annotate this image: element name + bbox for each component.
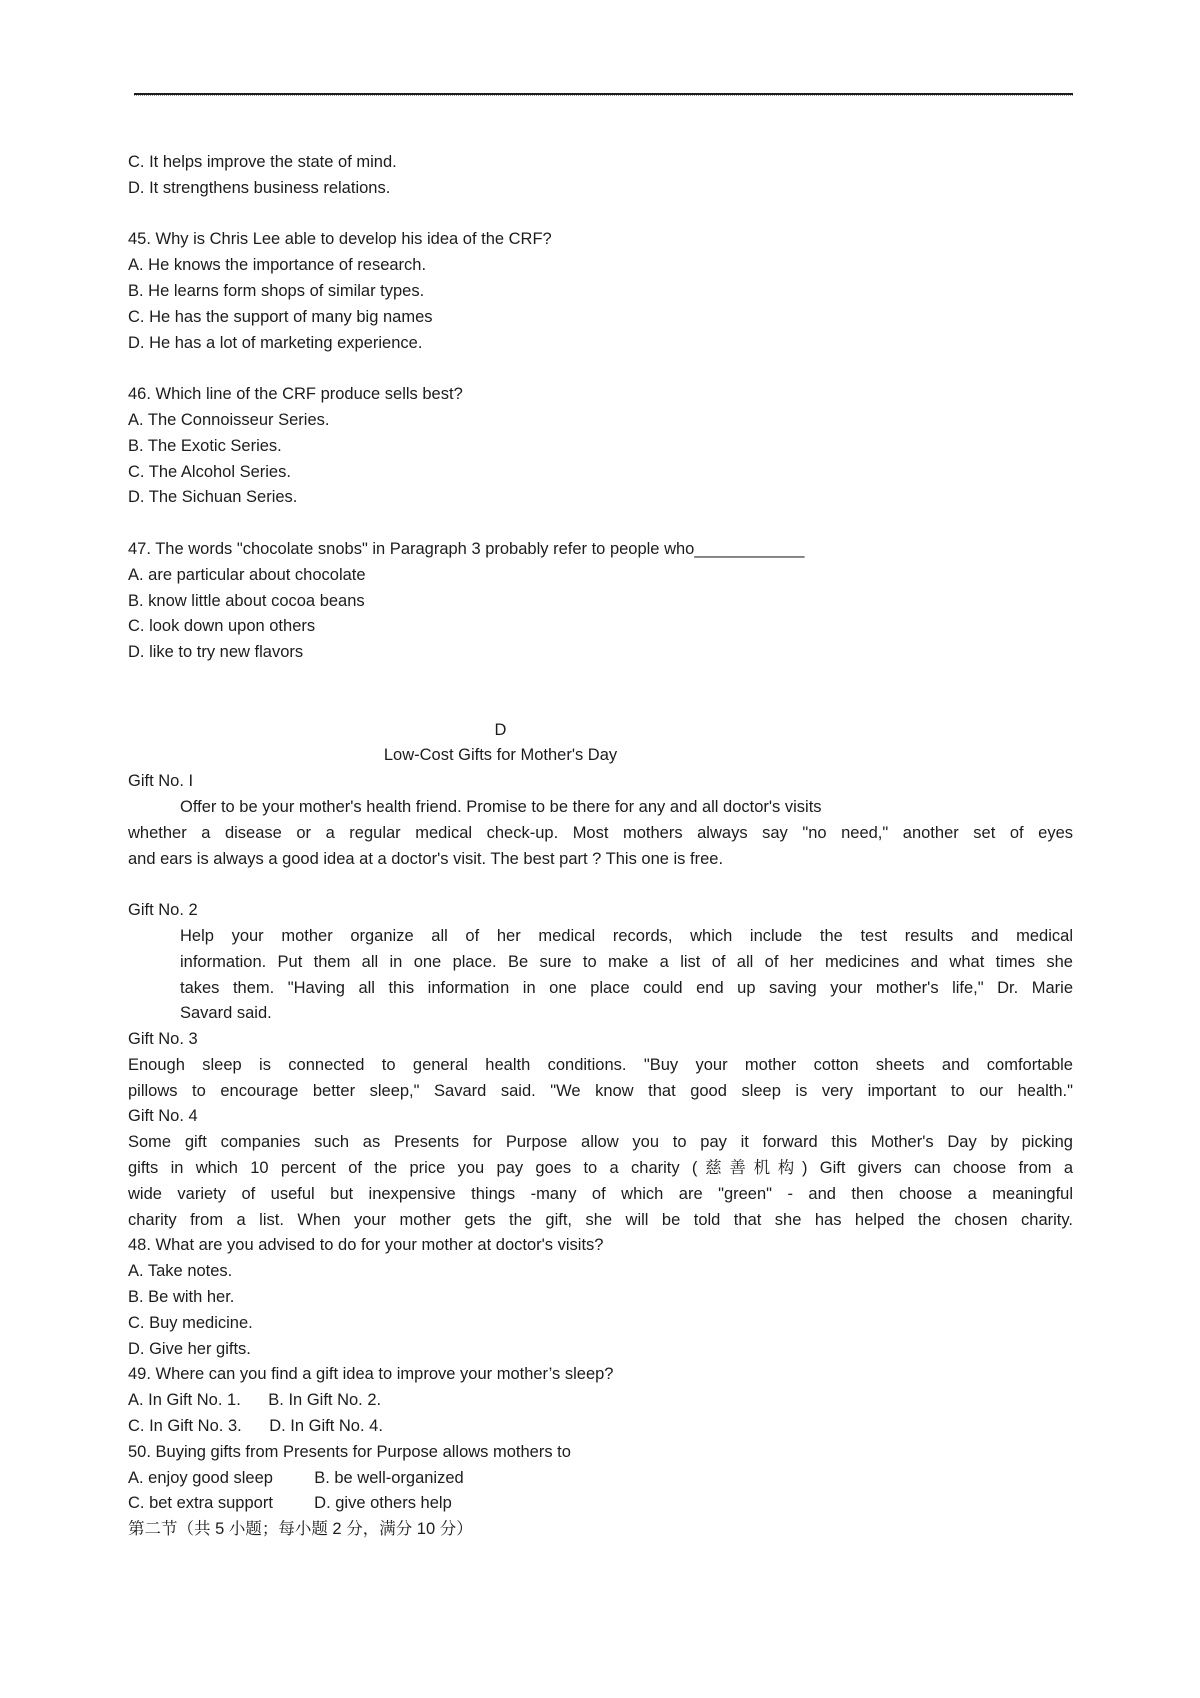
- gift4-heading: Gift No. 4: [128, 1107, 198, 1126]
- q45-stem: 45. Why is Chris Lee able to develop his idea of the CRF?: [128, 230, 552, 249]
- gift2-line1: Help your mother organize all of her medical records, which include the test results and medical: [180, 926, 1073, 945]
- q45-option-a: A. He knows the importance of research.: [128, 256, 427, 275]
- q49-options-ab: A. In Gift No. 1. B. In Gift No. 2.: [128, 1391, 382, 1410]
- gift3-line1: Enough sleep is connected to general health conditions. "Buy your mother cotton sheets and comfortable: [128, 1055, 1073, 1074]
- q47-option-b: B. know little about cocoa beans: [128, 591, 365, 610]
- gift4-line4: charity from a list. When your mother gets the gift, she will be told that she has helped the chosen charity.: [128, 1210, 1073, 1229]
- gift4-line2: gifts in which 10 percent of the price you pay goes to a charity (慈善机构) Gift givers can choose from a: [128, 1159, 1073, 1178]
- q47-option-a: A. are particular about chocolate: [128, 565, 366, 584]
- gift1-heading: Gift No. I: [128, 772, 194, 791]
- header-rule: [134, 93, 1073, 96]
- blank-line: [128, 202, 1073, 228]
- q50-stem: 50. Buying gifts from Presents for Purpose allows mothers to: [128, 1442, 571, 1461]
- gift2-line4: Savard said.: [180, 1004, 272, 1023]
- gift4-line3: wide variety of useful but inexpensive things -many of which are "green" - and then choose a meaningful: [128, 1184, 1073, 1203]
- blank-line: [128, 511, 1073, 537]
- gift2-heading: Gift No. 2: [128, 901, 198, 920]
- q48-option-c: C. Buy medicine.: [128, 1313, 253, 1332]
- q47-stem: 47. The words "chocolate snobs" in Paragraph 3 probably refer to people who____________: [128, 539, 805, 558]
- gift1-line3: and ears is always a good idea at a doctor's visit. The best part ? This one is free.: [128, 849, 724, 868]
- document-body: [128, 150, 1073, 1543]
- q47-option-d: D. like to try new flavors: [128, 643, 304, 662]
- q48-option-b: B. Be with her.: [128, 1288, 235, 1307]
- q44-option-c: C. It helps improve the state of mind.: [128, 153, 397, 171]
- q46-stem: 46. Which line of the CRF produce sells best?: [128, 385, 463, 404]
- passage-section-label: D: [494, 720, 507, 739]
- blank-lines: [128, 666, 1073, 718]
- gift2-line3: takes them. "Having all this information in one place could end up saving your mother's life," Dr. Marie: [180, 978, 1073, 997]
- q48-stem: 48. What are you advised to do for your mother at doctor's visits?: [128, 1236, 604, 1255]
- q45-option-b: B. He learns form shops of similar types.: [128, 281, 425, 300]
- gift1-line2: whether a disease or a regular medical check-up. Most mothers always say "no need," another set of eyes: [128, 823, 1073, 842]
- passage-title: Low-Cost Gifts for Mother's Day: [383, 746, 618, 765]
- gift3-heading: Gift No. 3: [128, 1030, 198, 1049]
- blank-line: [128, 872, 1073, 898]
- q48-option-d: D. Give her gifts.: [128, 1339, 251, 1358]
- section2-heading: 第二节（共 5 小题；每小题 2 分，满分 10 分）: [128, 1520, 473, 1539]
- q46-option-c: C. The Alcohol Series.: [128, 462, 291, 481]
- gift4-line1: Some gift companies such as Presents for Purpose allow you to pay it forward this Mother's Day by picking: [128, 1133, 1073, 1152]
- q44-option-d: D. It strengthens business relations.: [128, 178, 391, 197]
- q46-option-a: A. The Connoisseur Series.: [128, 410, 330, 429]
- blank-line: [128, 356, 1073, 382]
- gift1-line1: Offer to be your mother's health friend. Promise to be there for any and all doctor's visits: [180, 797, 822, 816]
- q46-option-b: B. The Exotic Series.: [128, 436, 282, 455]
- q48-option-a: A. Take notes.: [128, 1262, 233, 1281]
- q49-stem: 49. Where can you find a gift idea to improve your mother’s sleep?: [128, 1365, 614, 1384]
- q50-options-ab: A. enjoy good sleep B. be well-organized: [128, 1468, 464, 1487]
- q45-option-d: D. He has a lot of marketing experience.: [128, 333, 423, 352]
- q49-options-cd: C. In Gift No. 3. D. In Gift No. 4.: [128, 1417, 383, 1436]
- gift3-line2: pillows to encourage better sleep," Savard said. "We know that good sleep is very important to our health.": [128, 1081, 1073, 1100]
- gift2-line2: information. Put them all in one place. Be sure to make a list of all of her medicines and what times she: [180, 952, 1073, 971]
- q45-option-c: C. He has the support of many big names: [128, 307, 433, 326]
- q46-option-d: D. The Sichuan Series.: [128, 488, 298, 507]
- q47-option-c: C. look down upon others: [128, 617, 316, 636]
- q50-options-cd: C. bet extra support D. give others help: [128, 1494, 452, 1513]
